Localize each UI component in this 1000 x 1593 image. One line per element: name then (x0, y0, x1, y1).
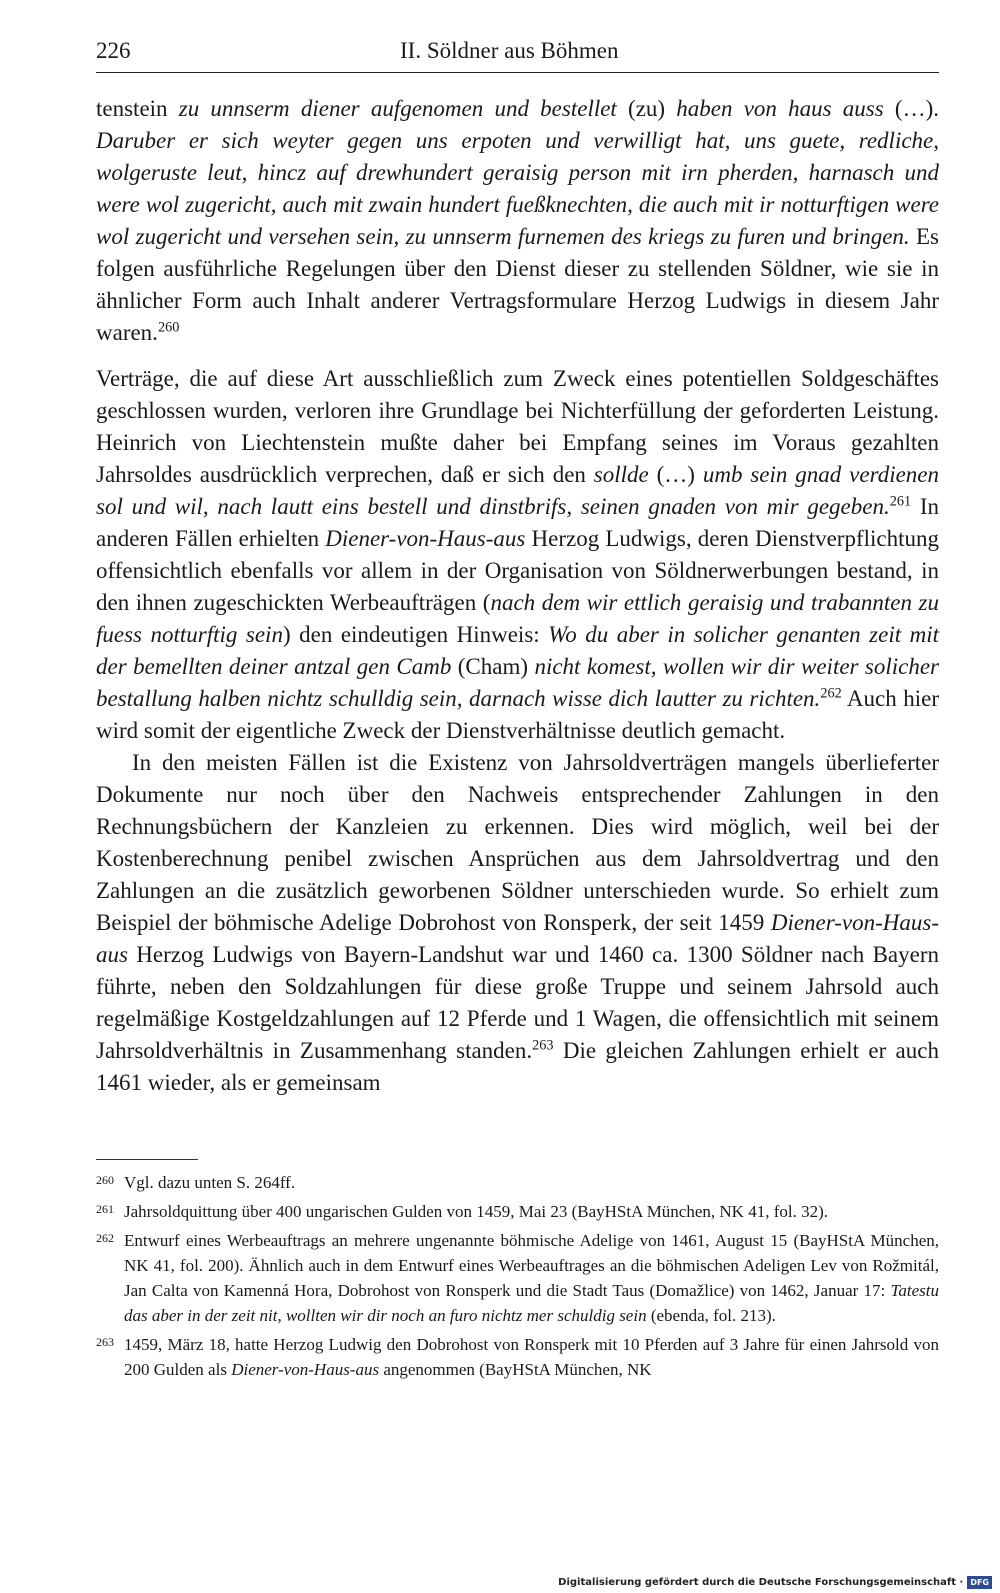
text-run: Auch hier wird somit der eigentliche Zweck der Dienstverhältnisse deutlich gemacht. (96, 686, 939, 743)
footnote-ref: 261 (889, 493, 912, 510)
text-run: 1459, März 18, hatte Herzog Ludwig den Dobrohost von Ronsperk mit 10 Pferden auf 3 Jahre für einen Jahrsold von 200 Gulden als (124, 1335, 939, 1379)
footnotes (96, 1170, 939, 1386)
text-run: In den meisten Fällen ist die Existenz von Jahrsoldverträgen mangels überlieferter Dokumente nur noch über den Nachweis entsprechender Zahlungen in den Rechnungsbüchern der Kanzleien zu erkennen. Dies wird möglich, weil bei der Kostenberechnung penibel zwischen Ansprüchen aus dem Jahrsoldvertrag und den Zahlungen an die zusätzlich geworbenen Söldner unterschieden wurde. So erhielt zum Beispiel der böhmische Adelige Dobrohost von Ronsperk, der seit 1459 (96, 750, 939, 935)
text-run: (…) (648, 462, 703, 487)
text-run: Es folgen ausführliche Regelungen über den Dienst dieser zu stellenden Söldner, wie sie in ähnlicher Form auch Inhalt anderer Vertragsformulare Herzog Ludwigs in diesem Jahr waren. (96, 224, 939, 345)
text-run: Jahrsoldquittung über 400 ungarischen Gulden von 1459, Mai 23 (BayHStA München, NK 41, fol. 32). (124, 1202, 828, 1221)
italic-run: haben von haus auss (676, 96, 884, 121)
footnote (96, 1332, 939, 1382)
text-run: ) den eindeutigen Hinweis: (282, 622, 549, 647)
italic-run: Daruber er sich weyter gegen uns erpoten und verwilligt hat, uns guete, redliche, wolgeruste leut, hincz auf drewhundert geraisig person mit irn pherden, harnasch und were wol zugericht, auch mit zwain hundert fueßknechten, die auch mit ir notturftigen were wol zugericht und versehen sein, zu unnserm furnemen des kriegs zu furen und bringen. (96, 128, 939, 249)
paragraph (96, 93, 939, 349)
text-run: (…). (883, 96, 940, 121)
digitization-credit (558, 1576, 992, 1589)
paragraph (96, 747, 939, 1099)
text-run: tenstein (96, 96, 179, 121)
italic-run: Tatestu das aber in der zeit nit, wollten wir dir noch an furo nichtz mer schuldig sein (124, 1281, 939, 1325)
text-run: Verträge, die auf diese Art ausschließlich zum Zweck eines potentiellen Soldgeschäftes geschlossen wurden, verloren ihre Grundlage bei Nichterfüllung der geforderten Leistung. Heinrich von Liechtenstein mußte daher bei Empfang seines im Voraus gezahlten Jahrsoldes ausdrücklich verprechen, daß er sich den (96, 366, 939, 487)
text-run: angenommen (BayHStA München, NK (379, 1360, 652, 1379)
paragraph (96, 363, 939, 747)
text-run: In anderen Fällen erhielten (96, 494, 939, 551)
italic-run: Diener-von-Haus-aus (231, 1360, 380, 1379)
text-run: Entwurf eines Werbeauftrags an mehrere ungenannte böhmische Adelige von 1461, August 15 (BayHStA München, NK 41, fol. 200). Ähnlich auch in dem Entwurf eines Werbeauftrages an die böhmischen Adeligen Lev von Rožmitál, Jan Calta von Kamenná Hora, Dobrohost von Ronsperk und die Stadt Taus (Domažlice) von 1462, Januar 17: (124, 1231, 939, 1300)
italic-run: nicht komest, wollen wir dir weiter solicher bestallung halben nichtz schulldig sein, darnach wisse dich lautter zu richten. (96, 654, 940, 711)
footnote-rule (96, 1159, 198, 1160)
italic-run: zu unnserm diener aufgenomen und bestellet (178, 96, 617, 121)
footnote-ref: 263 (532, 1037, 554, 1054)
text-run: Die gleichen Zahlungen erhielt er auch 1461 wieder, als er gemeinsam (96, 1038, 939, 1095)
footnote-number: 263 (96, 1335, 114, 1349)
footnote (96, 1199, 939, 1224)
credit-text: Digitalisierung gefördert durch die Deutsche Forschungsgemeinschaft · (558, 1577, 964, 1588)
italic-run: Wo du aber in solicher genanten zeit mit der bemellten deiner antzal gen Camb (96, 622, 939, 679)
footnote-ref: 260 (157, 319, 180, 336)
footnote (96, 1228, 939, 1328)
italic-run: nach dem wir ettlich geraisig und trabannten zu fuess notturftig sein (96, 590, 939, 647)
footnote (96, 1170, 939, 1195)
page-header (96, 38, 939, 73)
running-head: II. Söldner aus Böhmen (400, 38, 619, 63)
footnote-number: 261 (96, 1202, 114, 1216)
text-run: (ebenda, fol. 213). (646, 1306, 776, 1325)
text-run: Herzog Ludwigs von Bayern-Landshut war und 1460 ca. 1300 Söldner nach Bayern führte, neben den Soldzahlungen für diese große Truppe und seinem Jahrsold auch regelmäßige Kostgeldzahlungen auf 12 Pferde und 1 Wagen, die offensichtlich mit seinem Jahrsoldverhältnis in Zusammenhang standen. (96, 942, 939, 1063)
footnote-ref: 262 (820, 685, 842, 702)
italic-run: sollde (593, 462, 649, 487)
dfg-logo-icon: DFG (967, 1576, 992, 1589)
page-number: 226 (96, 38, 131, 63)
italic-run: umb sein gnad verdienen sol und wil, nach lautt eins bestell und dinstbrifs, seinen gnaden von mir gegeben. (96, 462, 940, 519)
text-run: (Cham) (451, 654, 535, 679)
body-text (96, 93, 939, 1099)
footnote-number: 262 (96, 1231, 114, 1245)
footnote-number: 260 (96, 1173, 114, 1187)
italic-run: Diener-von-Haus-aus (96, 910, 939, 967)
text-run: Herzog Ludwigs, deren Dienstverpflichtung offensichtlich ebenfalls vor allem in der Organisation von Söldnerwerbungen bestand, in den ihnen zugeschickten Werbeaufträgen ( (96, 526, 940, 615)
italic-run: Diener-von-Haus-aus (325, 526, 526, 551)
text-run: Vgl. dazu unten S. 264ff. (124, 1173, 296, 1192)
text-run: (zu) (616, 96, 677, 121)
